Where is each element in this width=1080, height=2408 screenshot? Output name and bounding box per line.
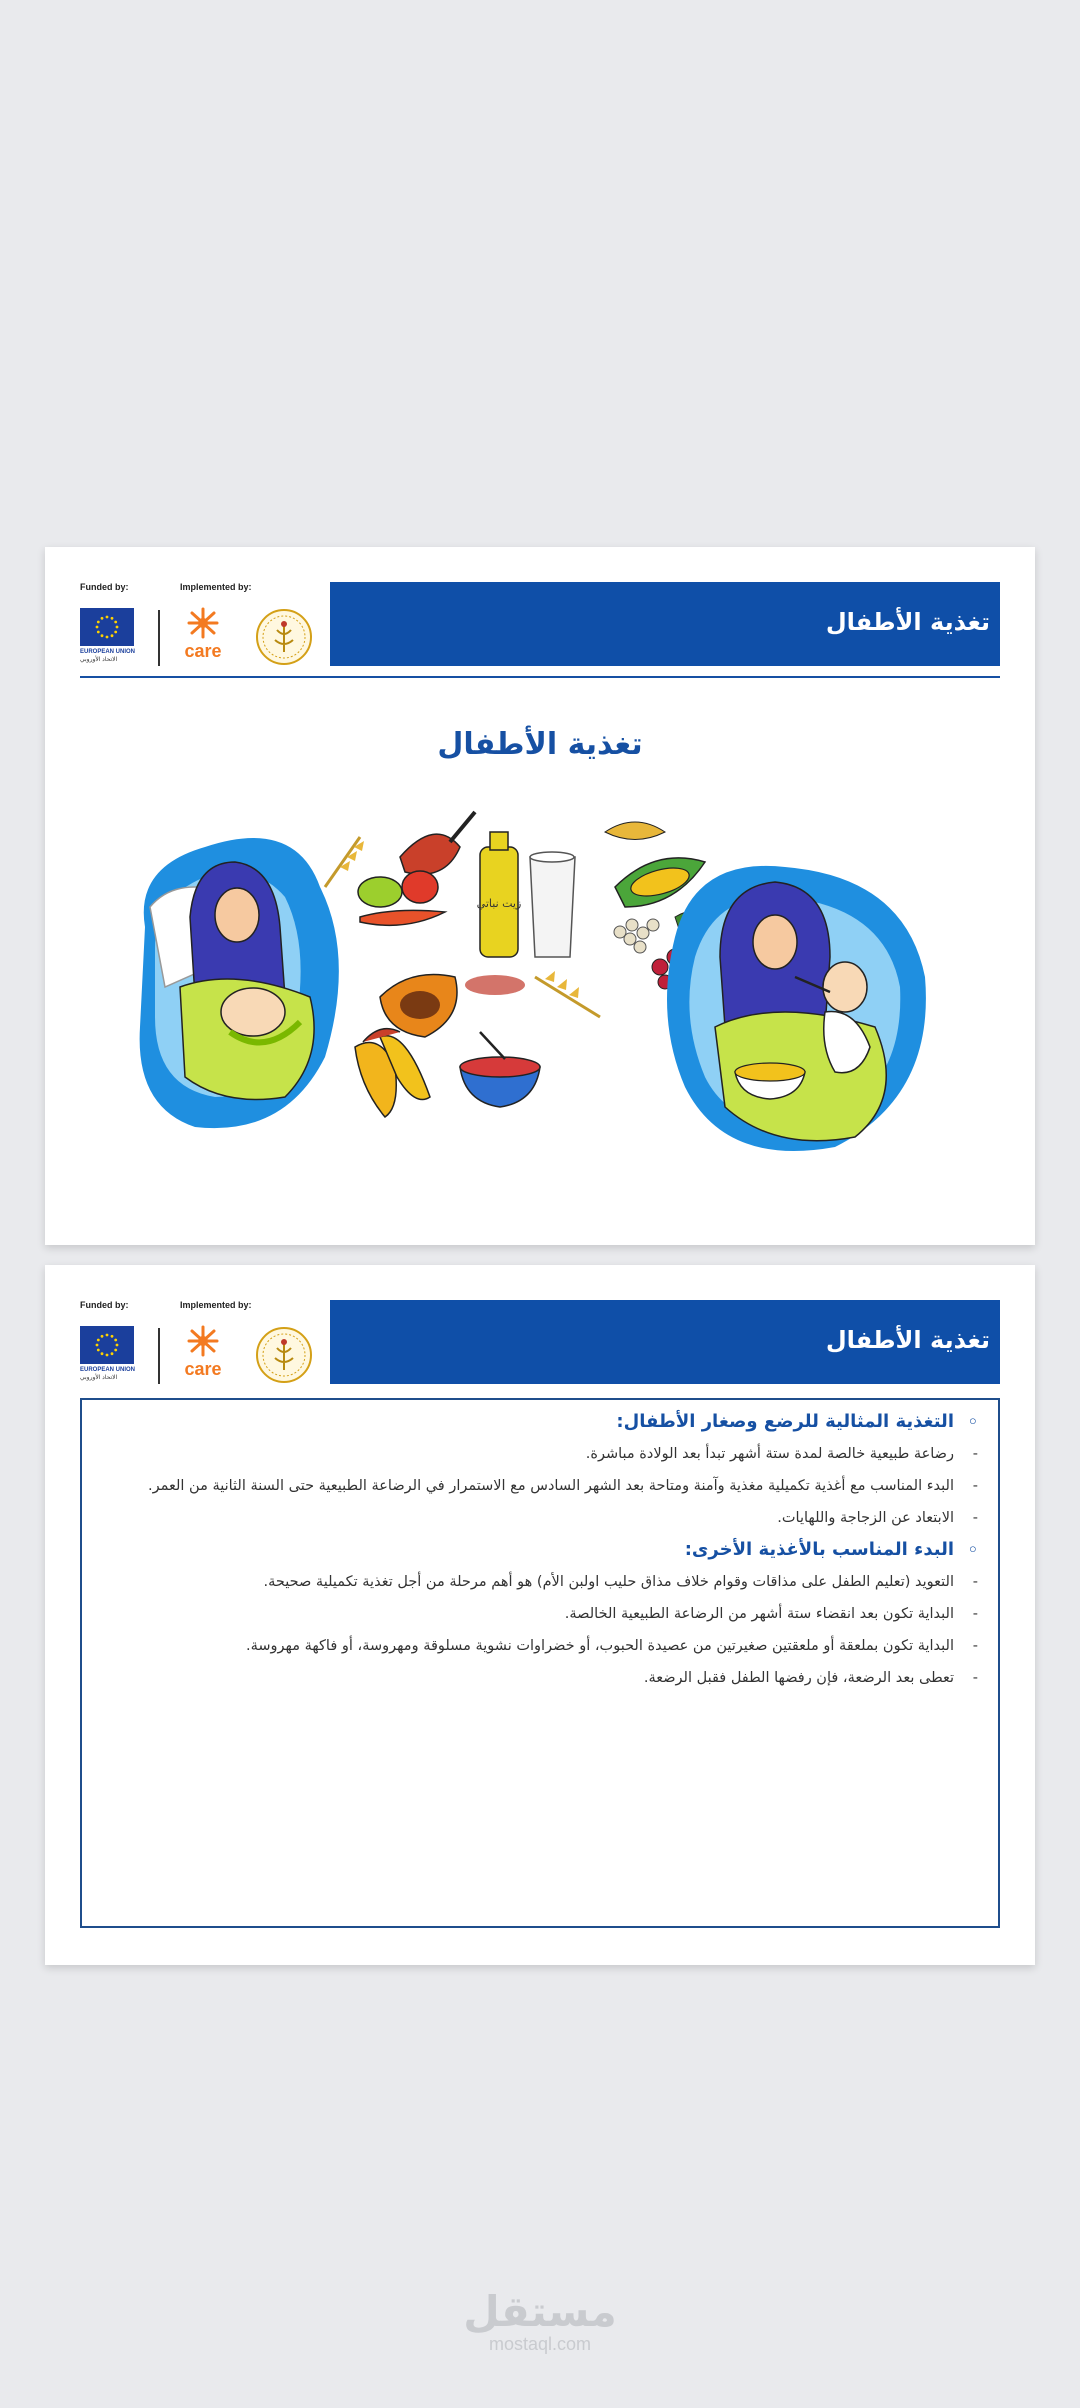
content-box <box>80 1398 1000 1928</box>
breastfeeding-mother-illustration <box>140 838 339 1128</box>
mostaql-watermark <box>0 2287 1080 2355</box>
logo-divider <box>158 1328 160 1384</box>
slide-title: تغذية الأطفال <box>437 727 643 762</box>
oil-bottle-label: زيت نباتي <box>476 897 522 910</box>
header-title-bar: تغذية الأطفال <box>330 582 1000 666</box>
slide-header <box>80 1300 1000 1400</box>
child-nutrition-illustration <box>135 807 945 1187</box>
bullet-list <box>102 1438 954 1534</box>
care-flower-icon <box>183 606 223 640</box>
funded-by-label: Funded by: <box>80 1300 129 1310</box>
watermark-ar: مستقل <box>463 2287 617 2336</box>
funded-by-label: Funded by: <box>80 582 129 592</box>
eu-name: EUROPEAN UNION الاتحاد الأوروبي <box>80 1367 136 1381</box>
implemented-by-label: Implemented by: <box>180 1300 252 1310</box>
list-item: - البداية تكون بعد انقضاء ستة أشهر من الرضاعة الطبيعية الخالصة. <box>102 1598 954 1630</box>
slide-1 <box>45 547 1035 1245</box>
food-items-illustration <box>325 812 720 1117</box>
slide-header <box>80 582 1000 682</box>
section-heading: ◦ التغذية المثالية للرضع وصغار الأطفال: <box>102 1406 954 1438</box>
care-flower-icon <box>183 1324 223 1358</box>
list-item: - الابتعاد عن الزجاجة واللهايات. <box>102 1502 954 1534</box>
partner-seal-icon <box>255 608 313 666</box>
header-title-bar: تغذية الأطفال <box>330 1300 1000 1384</box>
eu-flag-icon <box>80 608 134 646</box>
header-rule <box>80 676 1000 678</box>
implemented-by-label: Implemented by: <box>180 582 252 592</box>
eu-flag-icon <box>80 1326 134 1364</box>
partner-seal-icon <box>255 1326 313 1384</box>
slide-2 <box>45 1265 1035 1965</box>
spoon-feeding-mother-illustration <box>667 866 926 1151</box>
eu-name: EUROPEAN UNION الاتحاد الأوروبي <box>80 649 136 663</box>
list-item: - رضاعة طبيعية خالصة لمدة ستة أشهر تبدأ بعد الولادة مباشرة. <box>102 1438 954 1470</box>
bullet-list <box>102 1566 954 1694</box>
list-item: - البدء المناسب مع أغذية تكميلية مغذية وآمنة ومتاحة بعد الشهر السادس مع الاستمرار في الرضاعة الطبيعية حتى السنة الثانية من العمر. <box>102 1470 954 1502</box>
care-logo: care <box>180 1324 226 1378</box>
list-item: - التعويد (تعليم الطفل على مذاقات وقوام خلاف مذاق حليب اولبن الأم) هو أهم مرحلة من أجل تغذية تكميلية صحيحة. <box>102 1566 954 1598</box>
care-logo: care <box>180 606 226 660</box>
watermark-en: mostaql.com <box>488 2334 592 2354</box>
list-item: - البداية تكون بملعقة أو ملعقتين صغيرتين من عصيدة الحبوب، أو خضراوات نشوية مسلوقة ومهروسة، أو فاكهة مهروسة. <box>102 1630 954 1662</box>
list-item: - تعطى بعد الرضعة، فإن رفضها الطفل فقبل الرضعة. <box>102 1662 954 1694</box>
section-heading: ◦ البدء المناسب بالأغذية الأخرى: <box>102 1534 954 1566</box>
logo-divider <box>158 610 160 666</box>
